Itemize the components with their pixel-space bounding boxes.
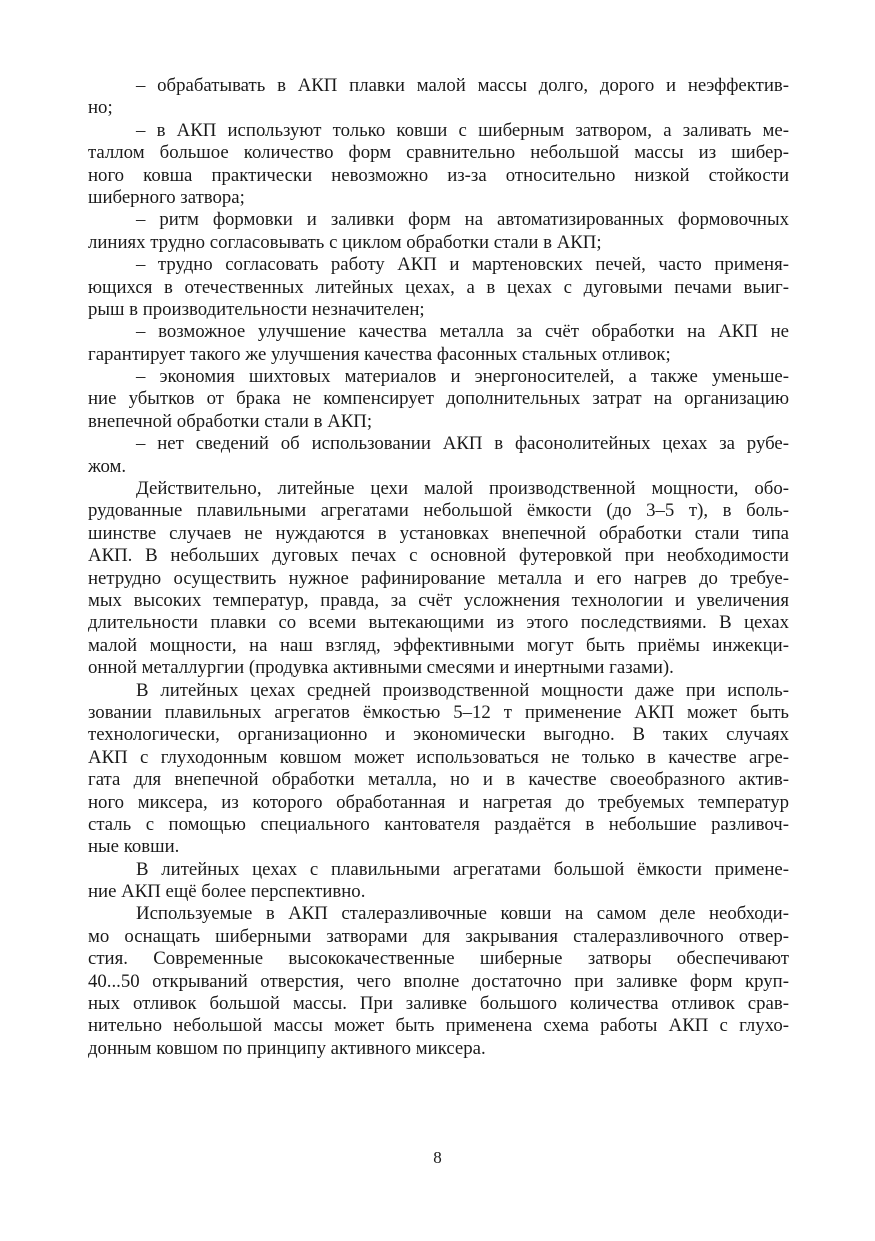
text-line: ные ковши. (88, 836, 180, 858)
text-line: – трудно согласовать работу АКП и мартеновских печей, часто применя- (136, 254, 789, 276)
text-line: линиях трудно согласовывать с циклом обработки стали в АКП; (88, 231, 602, 253)
text-line: гата для внепечной обработки металла, но и в качестве своеобразного актив- (88, 769, 789, 791)
text-line: шиберного затвора; (88, 186, 245, 208)
text-line: мых высоких температур, правда, за счёт усложнения технологии и увеличения (88, 589, 789, 611)
text-line: мо оснащать шиберными затворами для закрывания сталеразливочного отвер- (88, 925, 789, 947)
text-line: но; (88, 97, 113, 119)
text-line: – экономия шихтовых материалов и энергоносителей, а также уменьше- (136, 366, 789, 388)
text-line: внепечной обработки стали в АКП; (88, 410, 373, 432)
text-line: ние АКП ещё более перспективно. (88, 881, 366, 903)
page-number: 8 (433, 1148, 442, 1167)
text-line: рудованные плавильными агрегатами небольшой ёмкости (до 3–5 т), в боль- (88, 500, 789, 522)
text-line: – ритм формовки и заливки форм на автоматизированных формовочных (136, 209, 789, 231)
text-line: – в АКП используют только ковши с шиберным затвором, а заливать ме- (136, 119, 789, 141)
text-line: ние убытков от брака не компенсирует дополнительных затрат на организацию (88, 388, 789, 410)
text-line: ного миксера, из которого обработанная и нагретая до требуемых температур (88, 791, 789, 813)
text-line: донным ковшом по принципу активного миксера. (88, 1037, 486, 1059)
text-line: Используемые в АКП сталеразливочные ковши на самом деле необходи- (136, 903, 789, 925)
text-line: В литейных цехах средней производственной мощности даже при исполь- (136, 679, 789, 701)
text-line: Действительно, литейные цехи малой производственной мощности, обо- (136, 478, 789, 500)
text-line: гарантирует такого же улучшения качества фасонных стальных отливок; (88, 343, 671, 365)
text-line: нительно небольшой массы может быть применена схема работы АКП с глухо- (88, 1015, 789, 1037)
text-line: ных отливок большой массы. При заливке большого количества отливок срав- (88, 993, 789, 1015)
text-line: – возможное улучшение качества металла за счёт обработки на АКП не (136, 321, 789, 343)
text-line: технологически, организационно и экономически выгодно. В таких случаях (88, 724, 789, 746)
text-line: ного ковша практически невозможно из-за относительно низкой стойкости (88, 164, 789, 186)
text-line: длительности плавки со всеми вытекающими из этого последствиями. В цехах (88, 612, 789, 634)
text-line: – обрабатывать в АКП плавки малой массы долго, дорого и неэффектив- (136, 75, 789, 96)
text-line: АКП. В небольших дуговых печах с основной футеровкой при необходимости (88, 545, 789, 567)
text-line: малой мощности, на наш взгляд, эффективными могут быть приёмы инжекци- (88, 634, 789, 656)
text-line: сталь с помощью специального кантователя раздаётся в небольшие разливоч- (88, 813, 789, 835)
text-line: 40...50 открываний отверстия, чего вполне достаточно при заливке форм круп- (88, 970, 789, 992)
body-text (88, 75, 789, 1060)
text-line: – нет сведений об использовании АКП в фасонолитейных цехах за рубе- (136, 433, 789, 455)
text-line: таллом большое количество форм сравнительно небольшой массы из шибер- (88, 142, 789, 164)
text-line: стия. Современные высококачественные шиберные затворы обеспечивают (88, 948, 789, 970)
text-line: В литейных цехах с плавильными агрегатами большой ёмкости примене- (136, 858, 789, 880)
text-line: онной металлургии (продувка активными смесями и инертными газами). (88, 657, 674, 679)
text-line: нетрудно осуществить нужное рафинирование металла и его нагрев до требуе- (88, 567, 789, 589)
text-line: АКП с глуходонным ковшом может использоваться не только в качестве агре- (88, 746, 789, 768)
text-line: рыш в производительности незначителен; (88, 298, 425, 320)
text-line: ющихся в отечественных литейных цехах, а в цехах с дуговыми печами выиг- (88, 276, 789, 298)
text-line: шинстве случаев не нуждаются в установках внепечной обработки стали типа (88, 522, 789, 544)
text-line: зовании плавильных агрегатов ёмкостью 5–12 т применение АКП может быть (88, 701, 789, 723)
text-line: жом. (88, 455, 127, 477)
